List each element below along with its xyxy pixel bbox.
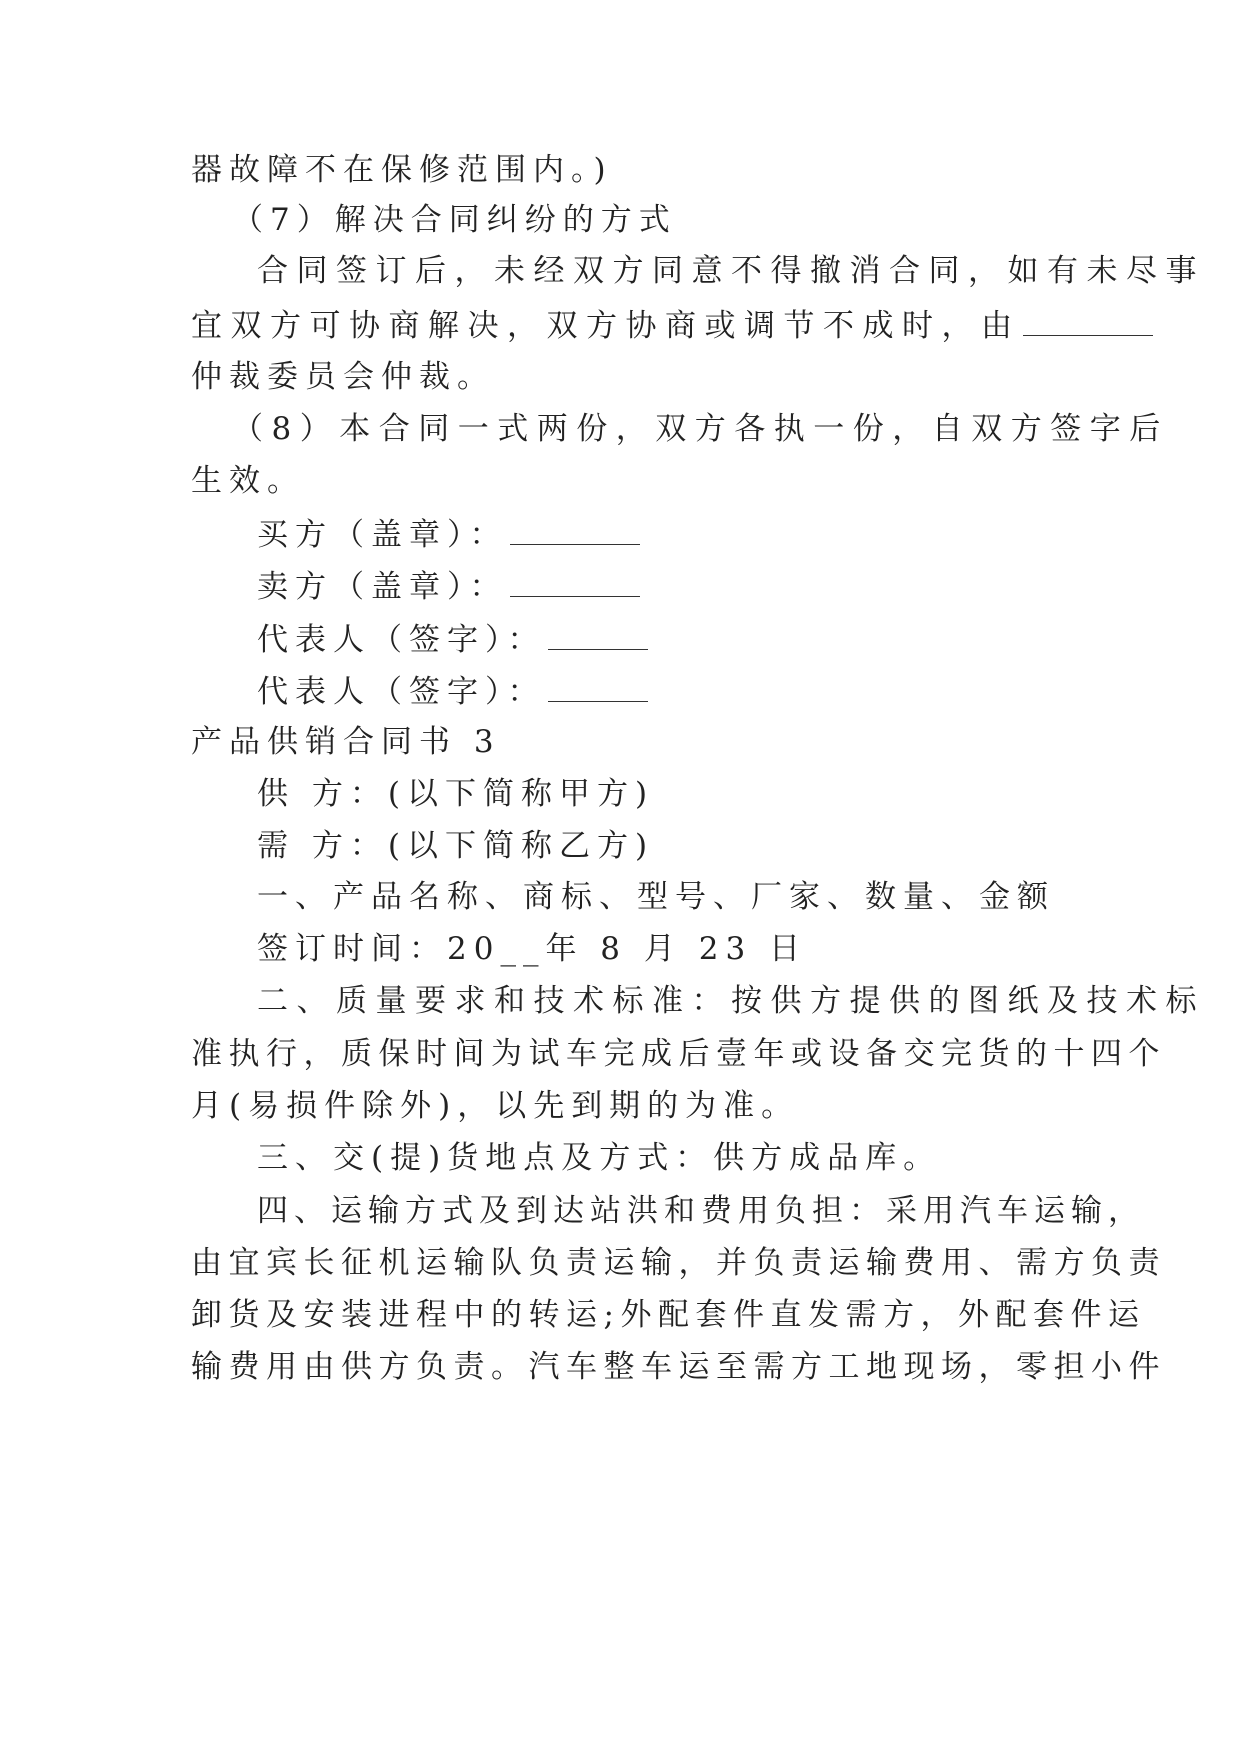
paragraph-line: 准执行，质保时间为试车完成后壹年或设备交完货的十四个	[191, 1036, 1166, 1072]
blank-underline	[510, 566, 640, 597]
paragraph-line: 一、产品名称、商标、型号、厂家、数量、金额	[257, 879, 1055, 915]
paragraph-line: 二、质量要求和技术标准：按供方提供的图纸及技术标	[257, 983, 1205, 1019]
paragraph-text: 宜双方可协商解决，双方协商或调节不成时，由	[191, 308, 1021, 344]
paragraph-line: 合同签订后，未经双方同意不得撤消合同，如有未尽事	[257, 253, 1205, 289]
signature-line-buyer	[257, 514, 1117, 554]
document-title: 产品供销合同书 3	[191, 724, 501, 760]
blank-underline	[548, 619, 648, 650]
paragraph-line: 四、运输方式及到达站洪和费用负担：采用汽车运输，	[257, 1193, 1145, 1229]
paragraph-line: 卸货及安装进程中的转运;外配套件直发需方，外配套件运	[191, 1297, 1146, 1333]
paragraph-line	[191, 305, 1051, 345]
paragraph-line: 器故障不在保修范围内。)	[191, 152, 613, 188]
signature-line-seller	[257, 566, 1117, 606]
party-line: 供 方：(以下简称甲方)	[257, 776, 655, 812]
paragraph-line: 签订时间：20__年 8 月 23 日	[257, 931, 808, 967]
paragraph-line: 月(易损件除外)，以先到期的为准。	[191, 1088, 800, 1124]
paragraph-line: 三、交(提)货地点及方式：供方成品库。	[257, 1140, 942, 1176]
paragraph-line: 由宜宾长征机运输队负责运输，并负责运输费用、需方负责	[191, 1245, 1166, 1281]
paragraph-line: 仲裁委员会仲裁。	[191, 359, 495, 395]
signature-label: 买方（盖章）：	[257, 517, 508, 553]
blank-underline	[1023, 305, 1153, 336]
signature-label: 代表人（签字）：	[257, 622, 546, 658]
paragraph-line: （8）本合同一式两份，双方各执一份，自双方签字后	[232, 411, 1169, 447]
signature-line-rep	[257, 619, 1117, 659]
signature-label: 卖方（盖章）：	[257, 569, 508, 605]
blank-underline	[510, 514, 640, 545]
paragraph-line: 输费用由供方负责。汽车整车运至需方工地现场，零担小件	[191, 1349, 1166, 1385]
signature-line-rep	[257, 671, 1117, 711]
signature-label: 代表人（签字）：	[257, 674, 546, 710]
paragraph-line: 生效。	[191, 463, 305, 499]
party-line: 需 方：(以下简称乙方)	[257, 828, 655, 864]
blank-underline	[548, 671, 648, 702]
section-heading: （7）解决合同纠纷的方式	[232, 202, 677, 238]
